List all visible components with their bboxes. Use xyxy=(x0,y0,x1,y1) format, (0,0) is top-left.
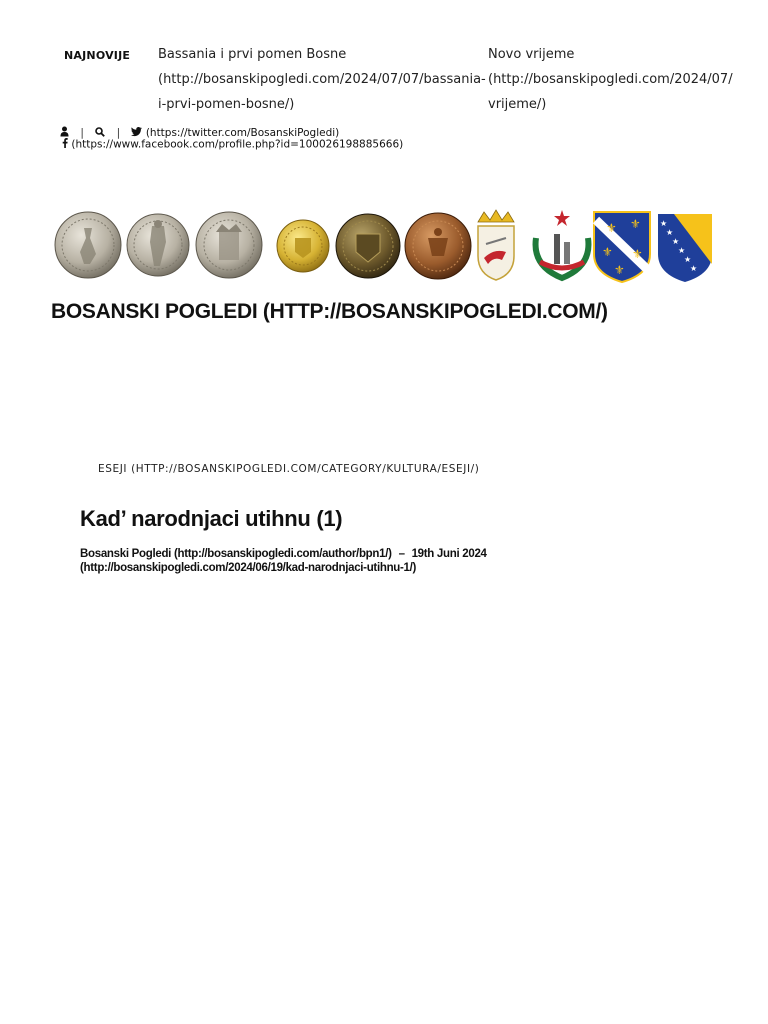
coin-1 xyxy=(55,212,121,278)
svg-text:⚜: ⚜ xyxy=(614,263,625,277)
svg-text:★: ★ xyxy=(666,228,674,237)
facebook-icon[interactable] xyxy=(62,138,68,151)
separator: | xyxy=(116,127,121,139)
ticker-item-title[interactable]: Novo vrijeme xyxy=(488,47,575,62)
facebook-link[interactable]: (https://www.facebook.com/profile.php?id=100026198885666) xyxy=(71,138,404,151)
svg-text:★: ★ xyxy=(690,264,698,273)
separator: | xyxy=(80,127,84,139)
ticker-item-url[interactable]: (http://bosanskipogledi.com/2024/07/ xyxy=(488,72,733,87)
svg-text:⚜: ⚜ xyxy=(602,245,613,259)
post-date-link[interactable]: 19th Juni 2024 xyxy=(411,548,487,560)
meta-dash: – xyxy=(398,548,405,560)
coat-of-arms-wreath xyxy=(536,210,589,278)
svg-text:★: ★ xyxy=(678,246,686,255)
svg-text:★: ★ xyxy=(684,255,692,264)
banner-graphic xyxy=(54,208,714,284)
ticker-item-bassania[interactable] xyxy=(158,42,486,117)
svg-text:★: ★ xyxy=(672,237,680,246)
post-title: Kad’ narodnjaci utihnu (1) xyxy=(80,506,343,531)
coin-2 xyxy=(127,214,189,276)
post-permalink[interactable]: (http://bosanskipogledi.com/2024/06/19/kad-narodnjaci-utihnu-1/) xyxy=(80,562,417,574)
ticker-item-url-cont[interactable]: vrijeme/) xyxy=(488,97,547,112)
post-meta xyxy=(80,547,640,575)
ticker-label: NAJNOVIJE xyxy=(64,49,131,62)
header-banner[interactable] xyxy=(54,208,714,284)
coin-5 xyxy=(336,214,400,278)
coin-4 xyxy=(277,220,329,272)
social-links-row-2 xyxy=(62,138,403,151)
svg-text:⚜: ⚜ xyxy=(632,247,643,261)
coat-of-arms-lilies xyxy=(594,212,650,282)
coat-of-arms-crown xyxy=(478,210,514,280)
ticker-item-novo-vrijeme[interactable] xyxy=(488,42,733,117)
ticker-item-title[interactable]: Bassania i prvi pomen Bosne xyxy=(158,47,347,62)
svg-text:★: ★ xyxy=(660,219,668,228)
post-author-link[interactable]: Bosanski Pogledi (http://bosanskipogledi.com/author/bpn1/) xyxy=(80,548,392,560)
coat-of-arms-bih xyxy=(658,214,712,282)
ticker-item-url-cont[interactable]: i-prvi-pomen-bosne/) xyxy=(158,97,295,112)
post-category-link[interactable]: ESEJI (HTTP://BOSANSKIPOGLEDI.COM/CATEGORY/KULTURA/ESEJI/) xyxy=(98,463,480,475)
twitter-link[interactable]: (https://twitter.com/BosanskiPogledi) xyxy=(145,127,340,139)
ticker-item-url[interactable]: (http://bosanskipogledi.com/2024/07/07/bassania- xyxy=(158,72,486,87)
svg-text:⚜: ⚜ xyxy=(630,217,641,231)
coin-3 xyxy=(196,212,262,278)
site-title-link[interactable]: BOSANSKI POGLEDI (HTTP://BOSANSKIPOGLEDI.COM/) xyxy=(51,300,608,323)
svg-text:⚜: ⚜ xyxy=(606,221,617,235)
coin-6 xyxy=(405,213,471,279)
